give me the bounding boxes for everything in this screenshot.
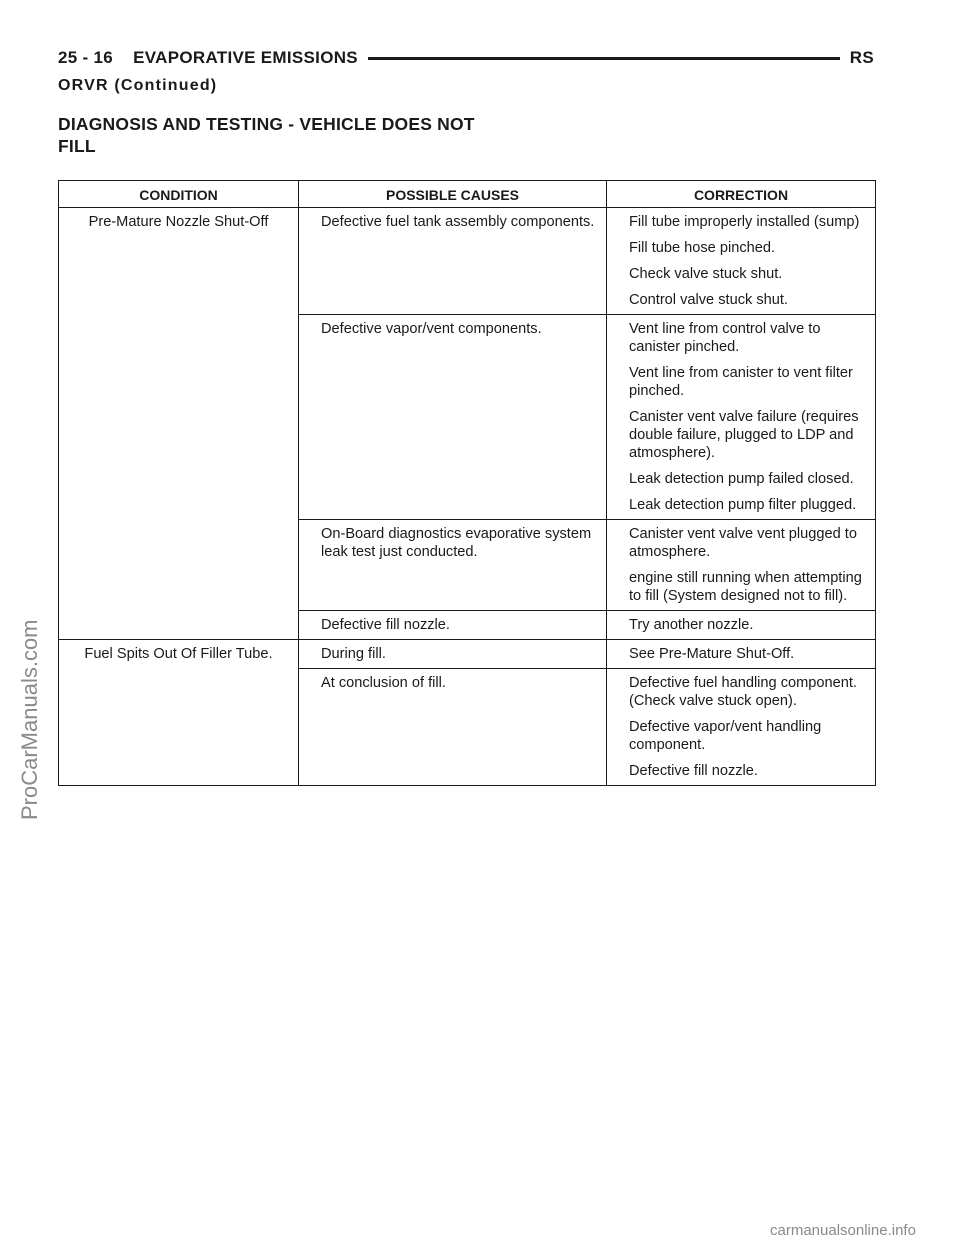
correction-item: Leak detection pump filter plugged. bbox=[629, 497, 857, 513]
side-watermark: ProCarManuals.com bbox=[17, 619, 42, 820]
column-header-condition: CONDITION bbox=[59, 181, 299, 208]
correction-item: Defective fill nozzle. bbox=[629, 763, 758, 779]
header-rule bbox=[368, 57, 840, 60]
correction-item: Vent line from control valve to canister pinched. bbox=[629, 321, 821, 355]
condition-cell: Fuel Spits Out Of Filler Tube. bbox=[59, 640, 299, 786]
correction-cell bbox=[607, 611, 876, 640]
correction-cell bbox=[607, 208, 876, 315]
footer-watermark: carmanualsonline.info bbox=[770, 1222, 916, 1239]
cause-cell: Defective fill nozzle. bbox=[299, 611, 607, 640]
correction-cell bbox=[607, 640, 876, 669]
table-body bbox=[59, 208, 876, 786]
table-header-row bbox=[59, 181, 876, 208]
page-header bbox=[58, 46, 874, 70]
continued-label: ORVR (Continued) bbox=[58, 77, 218, 94]
cause-cell: Defective vapor/vent components. bbox=[299, 315, 607, 520]
cause-cell: On-Board diagnostics evaporative system leak test just conducted. bbox=[299, 520, 607, 611]
correction-item: Check valve stuck shut. bbox=[629, 266, 783, 282]
correction-cell bbox=[607, 315, 876, 520]
column-header-possible-causes: POSSIBLE CAUSES bbox=[299, 181, 607, 208]
correction-item: Canister vent valve failure (requires double failure, plugged to LDP and atmosphere). bbox=[629, 409, 859, 461]
condition-cell: Pre-Mature Nozzle Shut-Off bbox=[59, 208, 299, 640]
correction-item: engine still running when attempting to fill (System designed not to fill). bbox=[629, 570, 862, 604]
header-page-section: 25 - 16 EVAPORATIVE EMISSIONS bbox=[58, 48, 358, 67]
correction-item: Defective vapor/vent handling component. bbox=[629, 719, 822, 753]
correction-cell bbox=[607, 520, 876, 611]
correction-item: Fill tube hose pinched. bbox=[629, 240, 776, 256]
header-model-code: RS bbox=[849, 48, 874, 67]
correction-cell bbox=[607, 669, 876, 786]
correction-item: Fill tube improperly installed (sump) bbox=[629, 214, 860, 230]
section-title: DIAGNOSIS AND TESTING - VEHICLE DOES NOT FILL bbox=[58, 114, 475, 156]
correction-item: Defective fuel handling component. (Check valve stuck open). bbox=[629, 675, 857, 709]
cause-cell: At conclusion of fill. bbox=[299, 669, 607, 786]
correction-item: Vent line from canister to vent filter pinched. bbox=[629, 365, 853, 399]
table-row bbox=[59, 640, 876, 669]
correction-item: See Pre-Mature Shut-Off. bbox=[629, 646, 795, 662]
correction-item: Control valve stuck shut. bbox=[629, 292, 788, 308]
correction-item: Try another nozzle. bbox=[629, 617, 754, 633]
diagnosis-table bbox=[58, 180, 876, 786]
cause-cell: During fill. bbox=[299, 640, 607, 669]
table-row bbox=[59, 208, 876, 315]
cause-cell: Defective fuel tank assembly components. bbox=[299, 208, 607, 315]
correction-item: Canister vent valve vent plugged to atmosphere. bbox=[629, 526, 857, 560]
correction-item: Leak detection pump failed closed. bbox=[629, 471, 854, 487]
column-header-correction: CORRECTION bbox=[607, 181, 876, 208]
